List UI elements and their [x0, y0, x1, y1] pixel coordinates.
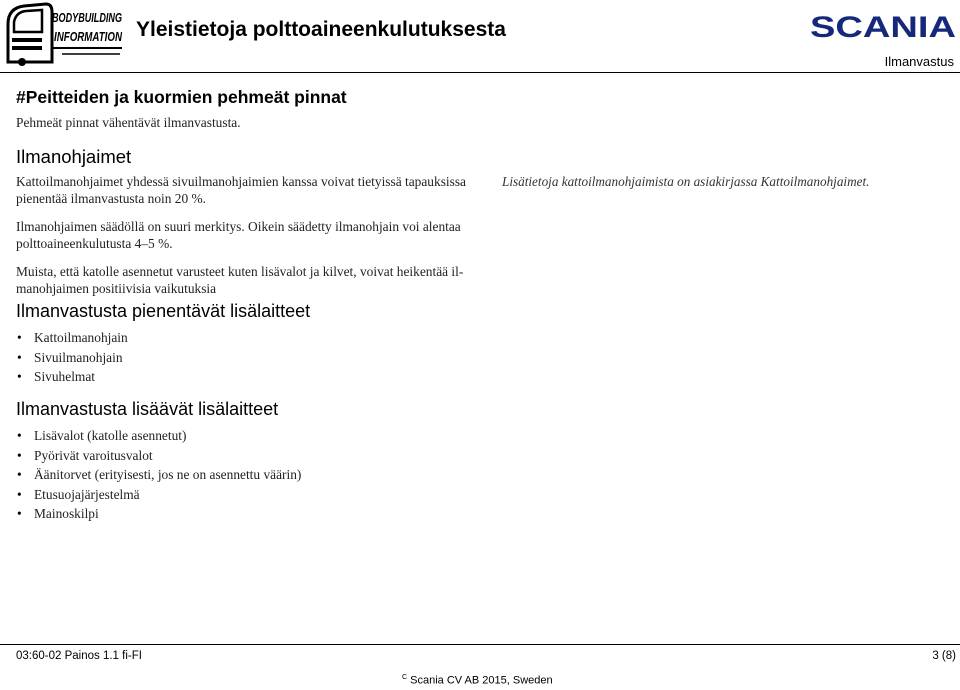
list-item: • Lisävalot (katolle asennetut): [16, 426, 476, 446]
list-item: • Sivuilmanohjain: [16, 348, 476, 368]
footer-divider: [0, 644, 960, 645]
deflectors-paragraph-1: Kattoilmanohjaimet yhdessä sivuilmanohjaimien kanssa voivat tietyissä tapauksissa pienentää ilmanvastusta noin 20 %.: [16, 174, 466, 206]
document-reference: 03:60-02 Painos 1.1 fi-FI: [16, 650, 142, 662]
brand-wordmark: SCANIA: [810, 11, 956, 44]
covers-text: Pehmeät pinnat vähentävät ilmanvastusta.: [16, 115, 241, 130]
reducing-equipment-list: [16, 328, 476, 387]
reducing-equipment-heading: Ilmanvastusta pienentävät lisälaitteet: [16, 301, 311, 321]
increasing-equipment-heading: Ilmanvastusta lisäävät lisälaitteet: [16, 399, 279, 419]
logo-line1: BODYBUILDING: [52, 10, 122, 25]
covers-section: [16, 86, 476, 131]
header-divider: [0, 72, 960, 73]
list-item: • Äänitorvet (erityisesti, jos ne on asennettu väärin): [16, 465, 476, 485]
deflectors-paragraph-2: Ilmanohjaimen säädöllä on suuri merkitys. Oikein säädetty ilmanohjain voi alentaa polttoaineenkulutusta 4–5 %.: [16, 219, 461, 251]
page-number: 3 (8): [932, 650, 956, 662]
page-header: [0, 0, 960, 72]
deflectors-section: [16, 146, 476, 297]
deflectors-heading: Ilmanohjaimet: [16, 146, 132, 167]
document-title: Yleistietoja polttoaineenkulutuksesta: [136, 18, 506, 41]
logo-line2: INFORMATION: [54, 29, 123, 44]
copyright-notice: [402, 674, 553, 687]
section-subtitle: Ilmanvastus: [884, 54, 954, 69]
list-item: • Kattoilmanohjain: [16, 328, 476, 348]
bodybuilding-information-logo: [2, 2, 124, 66]
list-item: • Pyörivät varoitusvalot: [16, 446, 476, 466]
copyright-text: Scania CV AB 2015, Sweden: [410, 674, 553, 687]
reducing-equipment-section: [16, 300, 476, 387]
covers-heading: #Peitteiden ja kuormien pehmeät pinnat: [16, 87, 347, 107]
reference-note: Lisätietoja kattoilmanohjaimista on asiakirjassa Kattoilmanohjaimet.: [502, 174, 870, 189]
copyright-symbol: C: [402, 674, 408, 681]
list-item: • Mainoskilpi: [16, 504, 476, 524]
increasing-equipment-list: [16, 426, 476, 524]
scania-logo: [810, 11, 956, 44]
list-item: • Sivuhelmat: [16, 367, 476, 387]
increasing-equipment-section: [16, 398, 476, 524]
deflectors-paragraph-3: Muista, että katolle asennetut varusteet kuten lisävalot ja kilvet, voivat heikentää il-manohjaimen positiivisia vaikutuksia: [16, 264, 464, 296]
list-item: • Etusuojajärjestelmä: [16, 485, 476, 505]
